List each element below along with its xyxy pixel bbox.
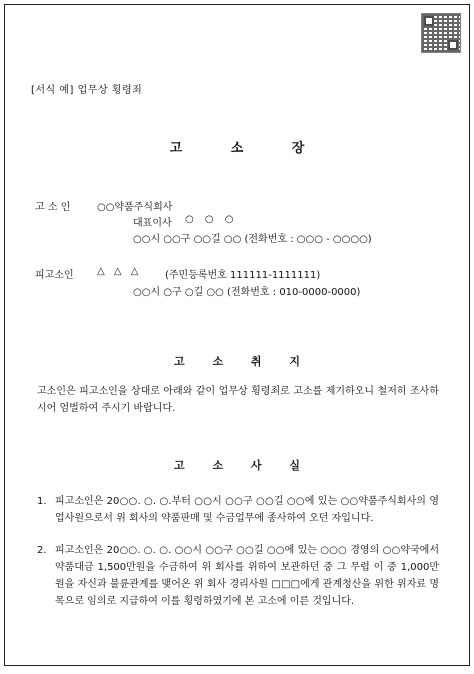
defendant-id: (주민등록번호 111111-1111111) [165, 270, 321, 281]
fact-item [37, 493, 439, 527]
qr-code-icon [421, 13, 461, 53]
purpose-heading: 고 소 취 지 [174, 355, 312, 368]
complainant-name: ○○약품주식회사 [97, 202, 173, 213]
complainant-rep-label: 대표이사 [133, 218, 172, 229]
document-page [4, 4, 470, 666]
defendant-label: 피고소인 [35, 270, 74, 281]
defendant-name: △ △ △ [97, 266, 142, 277]
purpose-text: 고소인은 피고소인을 상대로 아래와 같이 업무상 횡령죄로 고소를 제기하오니 철저히 조사하시어 엄벌하여 주시기 바랍니다. [37, 386, 439, 414]
fact-item-number: 2. [37, 545, 47, 556]
fact-item-number: 1. [37, 496, 47, 507]
complainant-address: ○○시 ○○구 ○○길 ○○ (전화번호 : ○○○ - ○○○○) [133, 234, 372, 245]
defendant-address: ○○시 ○구 ○길 ○○ (전화번호 : 010-0000-0000) [133, 287, 361, 298]
form-label: [서식 예] 업무상 횡령죄 [31, 85, 143, 96]
complainant-label: 고 소 인 [35, 202, 71, 213]
fact-item-text: 피고소인은 20○○. ○. ○.부터 ○○시 ○○구 ○○길 ○○에 있는 ○○약품주식회사의 영업사원으로서 위 회사의 약품판매 및 수금업무에 종사하여 오던 자입니다. [55, 496, 439, 524]
document-title: 고 소 장 [169, 141, 327, 156]
complainant-rep-name: ○ ○ ○ [185, 214, 238, 225]
qr-code [421, 9, 463, 57]
fact-item [37, 542, 439, 610]
facts-heading: 고 소 사 실 [174, 459, 312, 472]
fact-item-text: 피고소인은 20○○. ○. ○. ○○시 ○○구 ○○길 ○○에 있는 ○○○ 경영의 ○○약국에서 약품대금 1,500만원을 수금하여 위 회사를 위하여 보관하던 중 그 무렵 이 중 1,000만원을 자신과 불륜관계를 맺어온 위 회사 경리사원 □□□에게 관계청산을 위한 위자료 명목으로 임의로 지급하여 이를 횡령하였기에 본 고소에 이른 것입니다. [55, 545, 439, 607]
